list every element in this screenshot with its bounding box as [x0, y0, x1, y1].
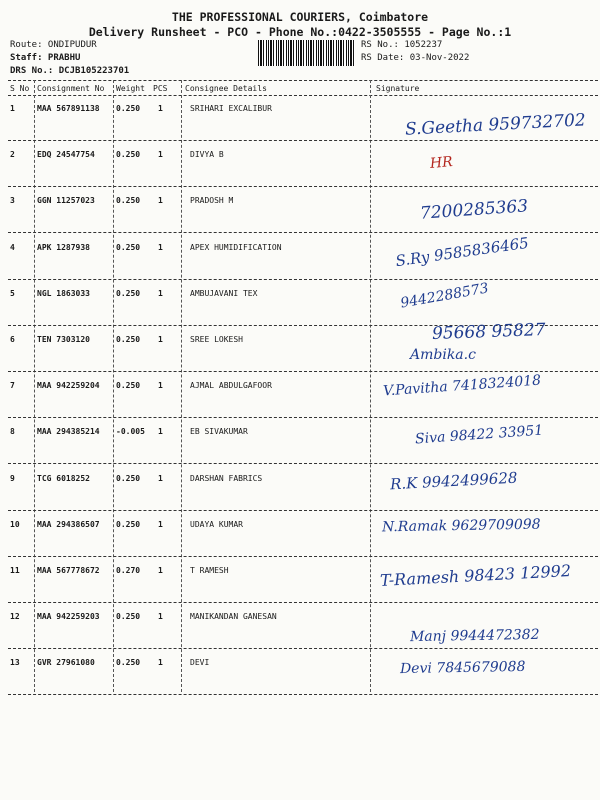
row-pieces: 1: [158, 658, 163, 668]
row-separator: [8, 279, 598, 280]
row-pieces: 1: [158, 150, 163, 160]
row-pieces: 1: [158, 381, 163, 391]
signature-ink: Siva 98422 33951: [414, 422, 544, 448]
row-sno: 8: [10, 427, 15, 437]
row-pieces: 1: [158, 288, 163, 298]
row-sno: 11: [10, 566, 20, 575]
row-pieces: 1: [158, 566, 163, 575]
row-consignee: DEVI: [190, 658, 210, 668]
row-consignee: SREE LOKESH: [190, 335, 243, 344]
row-sno: 10: [10, 519, 20, 529]
row-consignee: T RAMESH: [190, 566, 229, 575]
signature-ink: Ambika.c: [410, 347, 476, 363]
row-weight: 0.250: [116, 288, 141, 298]
row-weight: 0.250: [116, 473, 141, 483]
col-header-consignee: Consignee Details: [185, 84, 267, 93]
signature-ink: V.Pavitha 7418324018: [382, 372, 542, 400]
row-consignee: SRIHARI EXCALIBUR: [190, 104, 272, 113]
row-weight: 0.250: [116, 612, 141, 622]
col-header-pcs: PCS: [153, 84, 168, 93]
row-pieces: 1: [158, 196, 163, 206]
signature-ink: Devi 7845679088: [399, 658, 526, 678]
row-consignee: AJMAL ABDULGAFOOR: [190, 381, 272, 391]
signature-ink: 95668 95827: [431, 320, 546, 344]
row-consignment-number: MAA 567778672: [37, 566, 100, 575]
row-pieces: 1: [158, 335, 163, 344]
row-sno: 7: [10, 381, 15, 391]
signature-ink: Manj 9944472382: [409, 626, 540, 646]
row-weight: -0.005: [116, 427, 145, 437]
row-separator: [8, 556, 598, 557]
row-consignment-number: GVR 27961080: [37, 658, 95, 668]
row-pieces: 1: [158, 242, 163, 252]
row-consignee: AMBUJAVANI TEX: [190, 288, 258, 298]
row-consignee: DIVYA B: [190, 150, 224, 160]
row-sno: 12: [10, 612, 20, 622]
row-separator: [8, 371, 598, 372]
row-weight: 0.250: [116, 658, 141, 668]
row-weight: 0.250: [116, 335, 141, 344]
row-consignment-number: MAA 294385214: [37, 427, 100, 437]
row-weight: 0.250: [116, 381, 141, 391]
col-divider: [181, 80, 182, 692]
col-header-signature: Signature: [376, 84, 420, 93]
row-pieces: 1: [158, 612, 163, 622]
row-weight: 0.250: [116, 519, 141, 529]
signature-ink: T-Ramesh 98423 12992: [379, 561, 572, 590]
row-pieces: 1: [158, 427, 163, 437]
row-consignee: PRADOSH M: [190, 196, 234, 206]
drs-number: DRS No.: DCJB105223701: [10, 66, 130, 76]
row-weight: 0.250: [116, 242, 141, 252]
document-subtitle: Delivery Runsheet - PCO - Phone No.:0422-3505555 - Page No.:1: [88, 25, 512, 39]
row-consignment-number: MAA 942259203: [37, 612, 100, 622]
col-divider: [34, 80, 35, 692]
row-separator: [8, 694, 598, 695]
row-separator: [8, 417, 598, 418]
row-separator: [8, 140, 598, 141]
col-header-weight: Weight: [116, 84, 145, 93]
row-consignee: UDAYA KUMAR: [190, 519, 243, 529]
row-consignment-number: TCG 6018252: [37, 473, 90, 483]
col-header-consignment: Consignment No: [37, 84, 105, 93]
row-consignment-number: EDQ 24547754: [37, 150, 95, 160]
row-sno: 5: [10, 288, 15, 298]
rs-number: RS No.: 1052237: [361, 40, 443, 50]
row-weight: 0.250: [116, 150, 141, 160]
barcode: [258, 40, 355, 66]
row-separator: [8, 463, 598, 464]
row-consignment-number: APK 1287938: [37, 242, 90, 252]
signature-ink: S.Ry 9585836465: [394, 233, 530, 271]
col-header-sno: S No: [10, 84, 30, 93]
row-consignment-number: MAA 567891138: [37, 104, 100, 113]
row-separator: [8, 648, 598, 649]
signature-ink: S.Geetha 959732702: [404, 110, 587, 140]
row-consignee: EB SIVAKUMAR: [190, 427, 248, 437]
row-separator: [8, 186, 598, 187]
row-sno: 6: [10, 335, 15, 344]
row-sno: 4: [10, 242, 15, 252]
row-separator: [8, 510, 598, 511]
header-top-rule: [8, 80, 598, 81]
row-sno: 3: [10, 196, 15, 206]
row-sno: 2: [10, 150, 15, 160]
row-consignee: APEX HUMIDIFICATION: [190, 242, 282, 252]
row-pieces: 1: [158, 519, 163, 529]
col-divider: [370, 80, 371, 692]
row-consignment-number: NGL 1863033: [37, 288, 90, 298]
signature-ink: R.K 9942499628: [389, 468, 518, 494]
staff-label: Staff: PRABHU: [10, 53, 81, 63]
route-label: Route: ONDIPUDUR: [10, 40, 97, 50]
row-consignment-number: MAA 294386507: [37, 519, 100, 529]
row-weight: 0.250: [116, 104, 141, 113]
row-pieces: 1: [158, 104, 163, 113]
signature-ink: HR: [429, 154, 454, 172]
col-divider: [113, 80, 114, 692]
row-sno: 9: [10, 473, 15, 483]
row-sno: 13: [10, 658, 20, 668]
signature-ink: 9442288573: [399, 280, 490, 312]
row-consignee: DARSHAN FABRICS: [190, 473, 263, 483]
document-title: THE PROFESSIONAL COURIERS, Coimbatore: [171, 10, 429, 24]
row-consignment-number: GGN 11257023: [37, 196, 95, 206]
row-pieces: 1: [158, 473, 163, 483]
header-bottom-rule: [8, 95, 598, 96]
rs-date: RS Date: 03-Nov-2022: [361, 53, 470, 63]
row-sno: 1: [10, 104, 15, 113]
signature-ink: 7200285363: [419, 196, 529, 224]
row-consignment-number: MAA 942259204: [37, 381, 100, 391]
row-separator: [8, 602, 598, 603]
row-weight: 0.250: [116, 196, 141, 206]
row-weight: 0.270: [116, 566, 141, 575]
row-consignment-number: TEN 7303120: [37, 335, 90, 344]
row-separator: [8, 232, 598, 233]
signature-ink: N.Ramak 9629709098: [381, 516, 541, 536]
row-consignee: MANIKANDAN GANESAN: [190, 612, 277, 622]
